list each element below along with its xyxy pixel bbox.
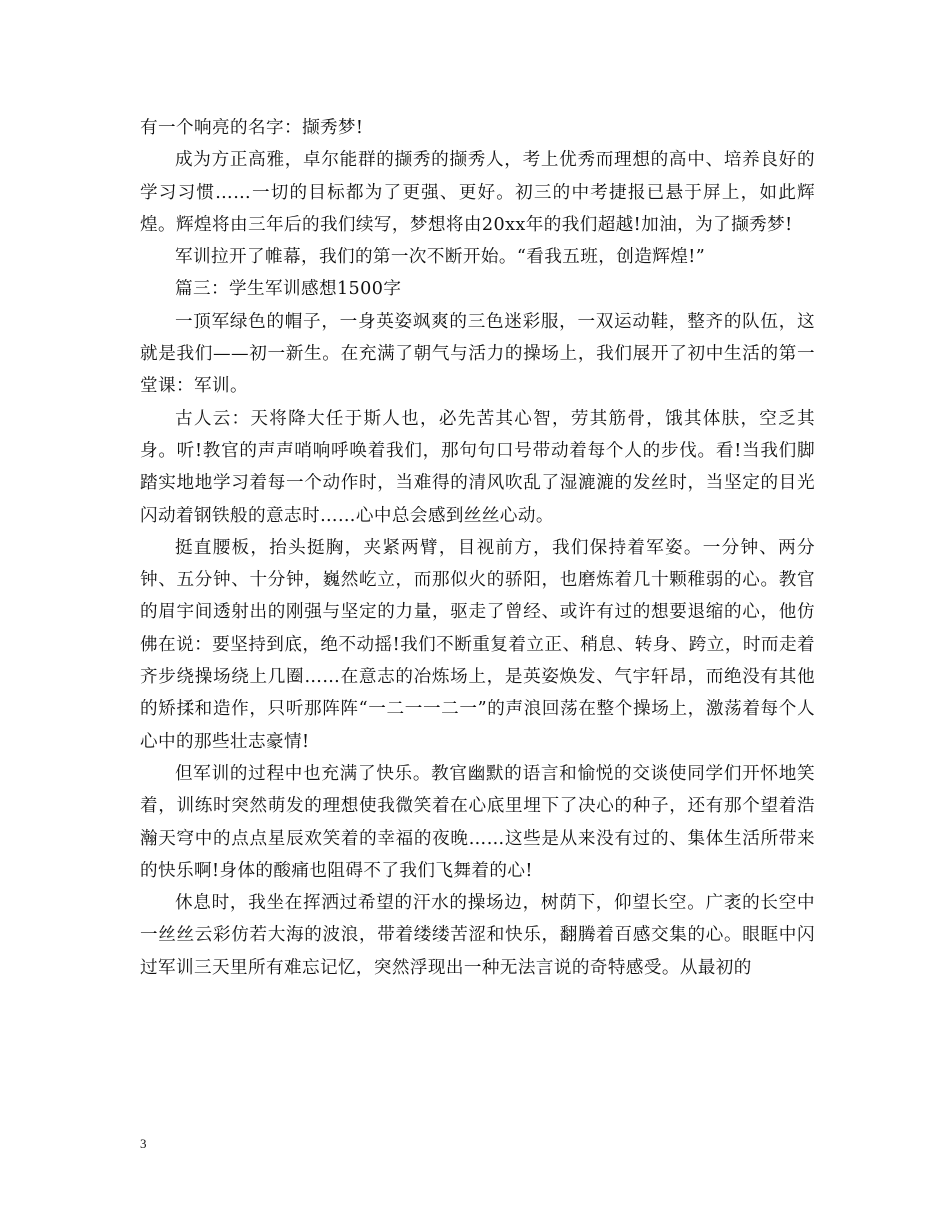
paragraph-ancient-saying: 古人云：天将降大任于斯人也，必先苦其心智，劳其筋骨，饿其体肤，空乏其身。听!教官的声声哨响呼唤着我们，那句句口号带动着每个人的步伐。看!当我们脚踏实地地学习着每一个动作时，当难得的清风吹乱了湿漉漉的发丝时，当坚定的目光闪动着钢铁般的意志时……心中总会感到丝丝心动。 [140,408,815,526]
document-body [140,112,815,984]
paragraph-rest: 休息时，我坐在挥洒过希望的汗水的操场边，树荫下，仰望长空。广袤的长空中一丝丝云彩仿若大海的波浪，带着缕缕苦涩和快乐，翻腾着百感交集的心。眼眶中闪过军训三天里所有难忘记忆，突然浮现出一种无法言说的奇特感受。从最初的 [140,893,815,978]
paragraph-continuation: 有一个响亮的名字：撷秀梦! [140,118,364,138]
section-heading: 篇三：学生军训感想1500字 [175,279,402,300]
paragraph-military-training-start: 军训拉开了帷幕，我们的第一次不断开始。“看我五班，创造辉煌!” [175,247,706,268]
page-number: 3 [140,1136,147,1151]
paragraph-goals: 成为方正高雅，卓尔能群的撷秀的撷秀人，考上优秀而理想的高中、培养良好的学习习惯……一切的目标都为了更强、更好。初三的中考捷报已悬于屏上，如此辉煌。辉煌将由三年后的我们续写，梦想将由20xx年的我们超越!加油，为了撷秀梦! [140,150,815,235]
paragraph-posture: 挺直腰板，抬头挺胸，夹紧两臂，目视前方，我们保持着军姿。一分钟、两分钟、五分钟、十分钟，巍然屹立，而那似火的骄阳，也磨炼着几十颗稚弱的心。教官的眉宇间透射出的刚强与坚定的力量，驱走了曾经、或许有过的想要退缩的心，他仿佛在说：要坚持到底，绝不动摇!我们不断重复着立正、稍息、转身、跨立，时而走着齐步绕操场绕上几圈……在意志的冶炼场上，是英姿焕发、气宇轩昂，而绝没有其他的矫揉和造作，只听那阵阵“一二一一二一”的声浪回荡在整个操场上，激荡着每个人心中的那些壮志豪情! [140,537,815,752]
paragraph-uniform: 一顶军绿色的帽子，一身英姿飒爽的三色迷彩服，一双运动鞋，整齐的队伍，这就是我们——初一新生。在充满了朝气与活力的操场上，我们展开了初中生活的第一堂课：军训。 [140,311,815,397]
paragraph-joy: 但军训的过程中也充满了快乐。教官幽默的语言和愉悦的交谈使同学们开怀地笑着，训练时突然萌发的理想使我微笑着在心底里埋下了决心的种子，还有那个望着浩瀚天穹中的点点星辰欢笑着的幸福的夜晚……这些是从来没有过的、集体生活所带来的快乐啊!身体的酸痛也阻碍不了我们飞舞着的心! [140,763,815,881]
